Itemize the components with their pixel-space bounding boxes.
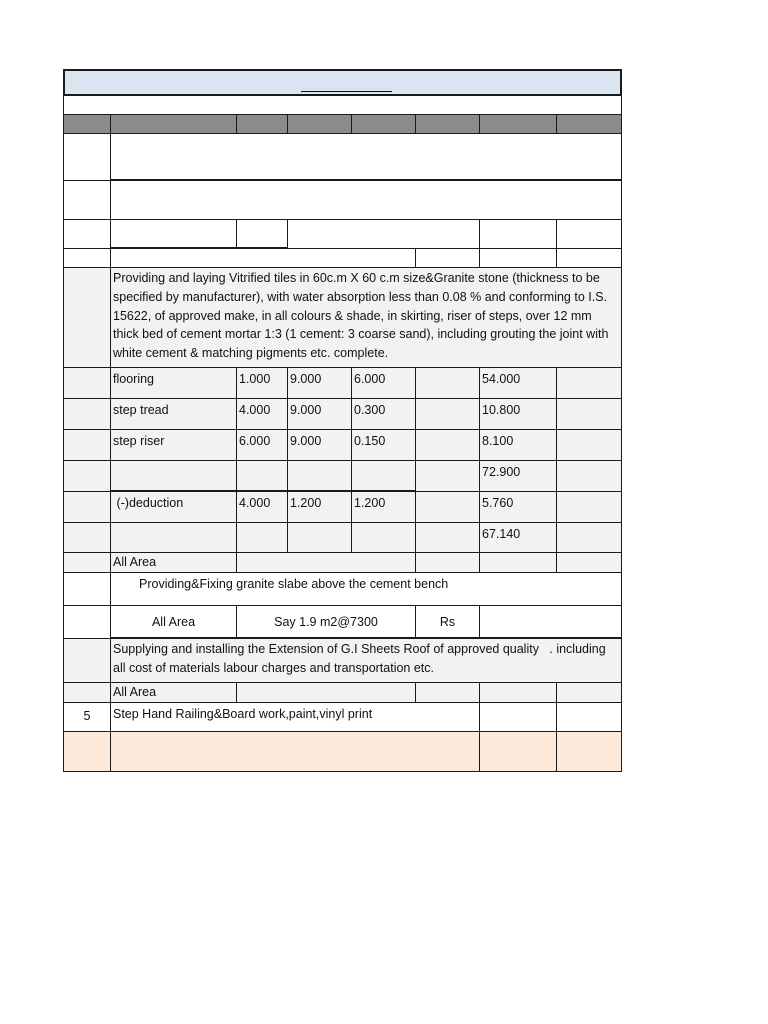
table-row-sno[interactable] (63, 460, 111, 492)
item5-description-cell[interactable] (110, 702, 480, 732)
subtotal-depth-cell[interactable] (415, 460, 480, 492)
estimate-sheet (63, 69, 622, 772)
riser-length-cell[interactable] (287, 429, 352, 461)
riser-qty-cell[interactable] (479, 429, 557, 461)
flooring-length-cell[interactable] (287, 367, 352, 399)
deduction-qty: 5.760 (482, 496, 514, 510)
item1-area-cell[interactable] (479, 552, 557, 573)
net-rate-cell[interactable] (556, 522, 622, 553)
item1-area-value-cell[interactable] (236, 552, 416, 573)
tread-breadth: 0.300 (354, 403, 386, 417)
empty-cell[interactable] (110, 248, 416, 268)
item1-description: Providing and laying Vitrified tiles in 60c.m X 60 c.m size&Granite stone (thickness to be specified by manufacturer), with water absorption less than 0.08 % and conforming to I.S. 15622, of approved make, in all colours & shade, in skirting, riser of steps, over 12 mm thick bed of cement mortar 1:3 (1 cement: 3 coarse sand), including grouting the joint with white cement & matching pigments etc. complete. (113, 271, 609, 361)
tread-qty-cell[interactable] (479, 398, 557, 430)
riser-label: step riser (113, 434, 165, 448)
deduction-breadth: 1.200 (354, 496, 386, 510)
empty-cell[interactable] (479, 248, 557, 268)
net-label-cell[interactable] (110, 522, 237, 553)
subtotal-qty-cell[interactable] (479, 460, 557, 492)
item1-area-cell[interactable] (556, 552, 622, 573)
riser-nos-cell[interactable] (236, 429, 288, 461)
item2-description: Providing&Fixing granite slabe above the cement bench (139, 577, 449, 591)
flooring-nos-cell[interactable] (236, 367, 288, 399)
table-row-sno[interactable] (63, 429, 111, 461)
riser-depth-cell[interactable] (415, 429, 480, 461)
deduction-nos: 4.000 (239, 496, 271, 510)
item1-area-cell[interactable] (415, 552, 480, 573)
net-qty: 67.140 (482, 527, 521, 541)
tread-rate-cell[interactable] (556, 398, 622, 430)
col-header-depth[interactable] (415, 114, 480, 134)
item3-area-cell[interactable] (236, 682, 416, 703)
tread-label-cell[interactable] (110, 398, 237, 430)
deduction-nos-cell[interactable] (236, 491, 288, 523)
empty-sno-cell[interactable] (63, 219, 111, 249)
riser-nos: 6.000 (239, 434, 271, 448)
flooring-length: 9.000 (290, 372, 322, 386)
deduction-rate-cell[interactable] (556, 491, 622, 523)
tread-depth-cell[interactable] (415, 398, 480, 430)
net-depth-cell[interactable] (415, 522, 480, 553)
item2-amount-cell[interactable] (479, 605, 622, 639)
net-nos-cell[interactable] (236, 522, 288, 553)
empty-cell[interactable] (236, 219, 288, 249)
col-header-nos[interactable] (236, 114, 288, 134)
col-header-rate[interactable] (556, 114, 622, 134)
item2-sno-cell[interactable] (63, 572, 111, 606)
empty-sno-cell[interactable] (63, 133, 111, 181)
table-row-sno[interactable] (63, 367, 111, 399)
riser-breadth: 0.150 (354, 434, 386, 448)
subtotal-length-cell[interactable] (287, 460, 352, 492)
deduction-label-cell[interactable] (110, 491, 237, 523)
item3-area-label-cell[interactable] (110, 682, 237, 703)
item3-description-cell[interactable] (110, 638, 622, 683)
flooring-qty-cell[interactable] (479, 367, 557, 399)
item2-rate-text-cell[interactable] (236, 605, 416, 639)
empty-cell[interactable] (556, 248, 622, 268)
flooring-nos: 1.000 (239, 372, 271, 386)
table-row-sno[interactable] (63, 491, 111, 523)
empty-cell[interactable] (287, 219, 480, 249)
item2-currency: Rs (439, 615, 456, 629)
tread-nos: 4.000 (239, 403, 271, 417)
tread-qty: 10.800 (482, 403, 521, 417)
item2-area-label-cell[interactable] (110, 605, 237, 639)
subtotal-qty: 72.900 (482, 465, 521, 479)
total-amount-cell[interactable] (556, 731, 622, 772)
item2-sno-cell[interactable] (63, 605, 111, 639)
flooring-breadth-cell[interactable] (351, 367, 416, 399)
item5-number: 5 (83, 709, 91, 723)
empty-sno-cell[interactable] (63, 180, 111, 220)
tread-label: step tread (113, 403, 169, 417)
item1-area-label-cell[interactable] (110, 552, 237, 573)
item2-description-cell[interactable] (110, 572, 622, 606)
col-header-length[interactable] (287, 114, 352, 134)
riser-qty: 8.100 (482, 434, 514, 448)
empty-cell[interactable] (556, 219, 622, 249)
item1-sno-cell[interactable] (63, 267, 111, 368)
item5-qty-cell[interactable] (479, 702, 557, 732)
item3-area-cell[interactable] (479, 682, 557, 703)
flooring-qty: 54.000 (482, 372, 521, 386)
empty-sno-cell[interactable] (63, 248, 111, 268)
subtotal-nos-cell[interactable] (236, 460, 288, 492)
item3-area-cell[interactable] (556, 682, 622, 703)
item3-area-label: All Area (113, 685, 157, 699)
net-breadth-cell[interactable] (351, 522, 416, 553)
empty-cell[interactable] (415, 248, 480, 268)
tread-nos-cell[interactable] (236, 398, 288, 430)
sheet-title-cell[interactable] (63, 69, 622, 96)
tread-length-cell[interactable] (287, 398, 352, 430)
total-label-cell[interactable] (110, 731, 480, 772)
flooring-rate-cell[interactable] (556, 367, 622, 399)
blank-row[interactable] (63, 95, 622, 115)
item3-area-cell[interactable] (415, 682, 480, 703)
deduction-qty-cell[interactable] (479, 491, 557, 523)
item5-rate-cell[interactable] (556, 702, 622, 732)
flooring-label: flooring (113, 372, 154, 386)
col-header-sno[interactable] (63, 114, 111, 134)
item5-number-cell[interactable] (63, 702, 111, 732)
deduction-breadth-cell[interactable] (351, 491, 416, 523)
tread-length: 9.000 (290, 403, 322, 417)
col-header-quantity[interactable] (479, 114, 557, 134)
deduction-length-cell[interactable] (287, 491, 352, 523)
table-row-sno[interactable] (63, 552, 111, 573)
item3-description: Supplying and installing the Extension of G.I Sheets Roof of approved quality . including all cost of materials labour charges and transportation etc. (113, 642, 610, 675)
item2-rate-text: Say 1.9 m2@7300 (274, 615, 378, 629)
item3-sno-cell[interactable] (63, 682, 111, 703)
flooring-depth-cell[interactable] (415, 367, 480, 399)
col-header-breadth[interactable] (351, 114, 416, 134)
subtotal-label-cell[interactable] (110, 460, 237, 492)
subtotal-rate-cell[interactable] (556, 460, 622, 492)
riser-breadth-cell[interactable] (351, 429, 416, 461)
item5-description: Step Hand Railing&Board work,paint,vinyl print (113, 707, 373, 721)
deduction-label: (-)deduction (113, 496, 184, 510)
empty-block-cell[interactable] (110, 133, 622, 181)
item2-currency-cell[interactable] (415, 605, 480, 639)
title-underline (301, 91, 392, 92)
net-length-cell[interactable] (287, 522, 352, 553)
flooring-label-cell[interactable] (110, 367, 237, 399)
net-qty-cell[interactable] (479, 522, 557, 553)
empty-cell[interactable] (110, 219, 237, 249)
subtotal-breadth-cell[interactable] (351, 460, 416, 492)
table-row-sno[interactable] (63, 398, 111, 430)
item3-sno-cell[interactable] (63, 638, 111, 683)
empty-cell[interactable] (479, 219, 557, 249)
total-sno-cell[interactable] (63, 731, 111, 772)
table-row-sno[interactable] (63, 522, 111, 553)
item2-area-label: All Area (151, 615, 196, 629)
item1-description-cell[interactable] (110, 267, 622, 368)
empty-block-cell[interactable] (110, 180, 622, 220)
riser-rate-cell[interactable] (556, 429, 622, 461)
flooring-breadth: 6.000 (354, 372, 386, 386)
deduction-depth-cell[interactable] (415, 491, 480, 523)
deduction-length: 1.200 (290, 496, 322, 510)
total-qty-cell[interactable] (479, 731, 557, 772)
item1-area-label: All Area (113, 555, 157, 569)
col-header-description[interactable] (110, 114, 237, 134)
riser-length: 9.000 (290, 434, 322, 448)
riser-label-cell[interactable] (110, 429, 237, 461)
tread-breadth-cell[interactable] (351, 398, 416, 430)
